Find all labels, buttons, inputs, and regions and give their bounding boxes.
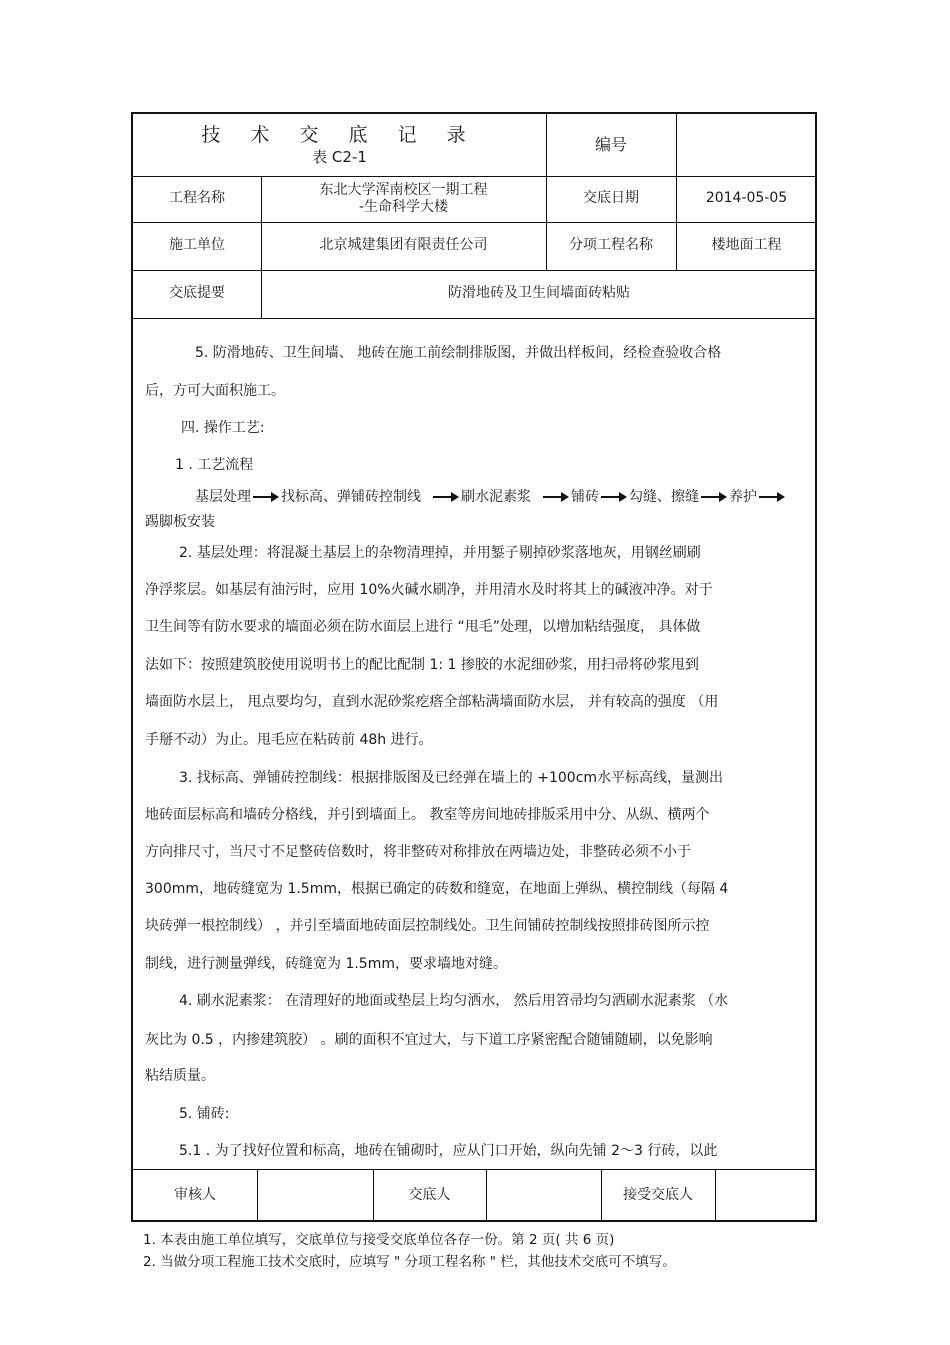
content-line: 块砖弹一根控制线） ，并引至墙面地砖面层控制线处。卫生间铺砖控制线按照排砖图所示控 <box>145 918 710 934</box>
date-label: 交底日期 <box>583 190 639 207</box>
discloser-signature <box>486 1169 601 1222</box>
flow-step: 勾缝、擦缝 <box>629 489 699 505</box>
date-value: 2014-05-05 <box>705 190 788 207</box>
content-line: 4. 刷水泥素浆： 在清理好的地面或垫层上均匀洒水， 然后用笤帚均匀洒刷水泥素浆 （水 <box>179 993 729 1009</box>
arrow-right-icon <box>601 492 627 502</box>
subproject-label: 分项工程名称 <box>569 237 653 254</box>
arrow-right-icon <box>701 492 727 502</box>
flow-step: 基层处理 <box>195 489 251 505</box>
content-line: 5. 铺砖: <box>179 1106 230 1122</box>
summary-label: 交底提要 <box>169 285 225 302</box>
summary-value: 防滑地砖及卫生间墙面砖粘贴 <box>448 285 630 302</box>
receiver-signature <box>715 1169 817 1222</box>
flow-step: 找标高、弹铺砖控制线 <box>281 489 421 505</box>
form-title: 技 术 交 底 记 录 <box>201 123 478 146</box>
content-line: 1 . 工艺流程 <box>175 457 254 473</box>
reviewer-label: 审核人 <box>174 1186 216 1203</box>
arrow-right-icon <box>433 492 459 502</box>
receiver-label: 接受交底人 <box>623 1186 693 1203</box>
content-line: 5. 防滑地砖、卫生间墙、 地砖在施工前绘制排版图，并做出样板间，经检查验收合格 <box>195 345 722 361</box>
project-name-label: 工程名称 <box>169 190 225 207</box>
arrow-right-icon <box>253 492 279 502</box>
content-line: 灰比为 0.5 ，内掺建筑胶） 。刷的面积不宜过大，与下道工序紧密配合随铺随刷，以免影响 <box>145 1032 713 1048</box>
discloser-label: 交底人 <box>408 1186 451 1203</box>
content-line: 后，方可大面积施工。 <box>145 383 285 399</box>
content-line: 法如下：按照建筑胶使用说明书上的配比配制 1: 1 掺胶的水泥细砂浆，用扫帚将砂浆甩到 <box>145 657 699 673</box>
footnote-2: 2. 当做分项工程施工技术交底时，应填写 " 分项工程名称 " 栏，其他技术交底可不填写。 <box>143 1254 676 1270</box>
number-value <box>676 114 817 176</box>
disclosure-form <box>131 112 817 1222</box>
content-line: 2. 基层处理：将混凝土基层上的杂物清理掉，并用錾子剔掉砂浆落地灰，用钢丝刷刷 <box>179 545 701 561</box>
content-line: 粘结质量。 <box>145 1068 215 1084</box>
flow-step: 铺砖 <box>571 489 599 505</box>
flow-step: 刷水泥素浆 <box>461 489 531 505</box>
form-title-block <box>133 114 546 176</box>
arrow-right-icon <box>543 492 569 502</box>
content-line: 方向排尺寸，当尺寸不足整砖倍数时，将非整砖对称排放在两墙边处，非整砖必须不小于 <box>145 844 691 860</box>
footnote-1: 1. 本表由施工单位填写，交底单位与接受交底单位各存一份。第 2 页( 共 6 页) <box>143 1232 615 1248</box>
content-line: 卫生间等有防水要求的墙面必须在防水面层上进行 “甩毛”处理，以增加粘结强度， 具体做 <box>145 619 701 635</box>
row-divider <box>133 318 815 319</box>
number-label: 编号 <box>594 135 627 154</box>
contractor-value: 北京城建集团有限责任公司 <box>319 237 488 254</box>
form-code: 表 C2-1 <box>312 147 367 166</box>
content-line: 300mm，地砖缝宽为 1.5mm，根据已确定的砖数和缝宽，在地面上弹纵、横控制线（每隔 4 <box>145 881 729 897</box>
project-name-value: 东北大学浑南校区一期工程 -生命科学大楼 <box>319 181 488 215</box>
content-line: 四. 操作工艺: <box>181 420 265 436</box>
subproject-value: 楼地面工程 <box>711 237 782 254</box>
content-line: 制线，进行测量弹线，砖缝宽为 1.5mm，要求墙地对缝。 <box>145 956 507 972</box>
flow-step: 养护 <box>729 489 757 505</box>
content-line: 墙面防水层上， 甩点要均匀，直到水泥砂浆疙瘩全部粘满墙面防水层， 并有较高的强度 （用 <box>145 694 719 710</box>
content-line: 手掰不动）为止。甩毛应在粘砖前 48h 进行。 <box>145 732 433 748</box>
content-line: 5.1 . 为了找好位置和标高，地砖在铺砌时，应从门口开始，纵向先铺 2～3 行砖，以此 <box>179 1143 718 1159</box>
arrow-right-icon <box>759 492 785 502</box>
contractor-label: 施工单位 <box>169 237 225 254</box>
reviewer-signature <box>257 1169 373 1222</box>
content-line: 3. 找标高、弹铺砖控制线：根据排版图及已经弹在墙上的 +100cm水平标高线，量测出 <box>179 770 724 786</box>
content-line: 踢脚板安装 <box>145 514 215 530</box>
process-flow <box>195 486 801 506</box>
content-line: 净浮浆层。如基层有油污时，应用 10%火碱水刷净，并用清水及时将其上的碱液冲净。对于 <box>145 582 713 598</box>
content-line: 地砖面层标高和墙砖分格线，并引到墙面上。 教室等房间地砖排版采用中分、从纵、横两个 <box>145 807 710 823</box>
